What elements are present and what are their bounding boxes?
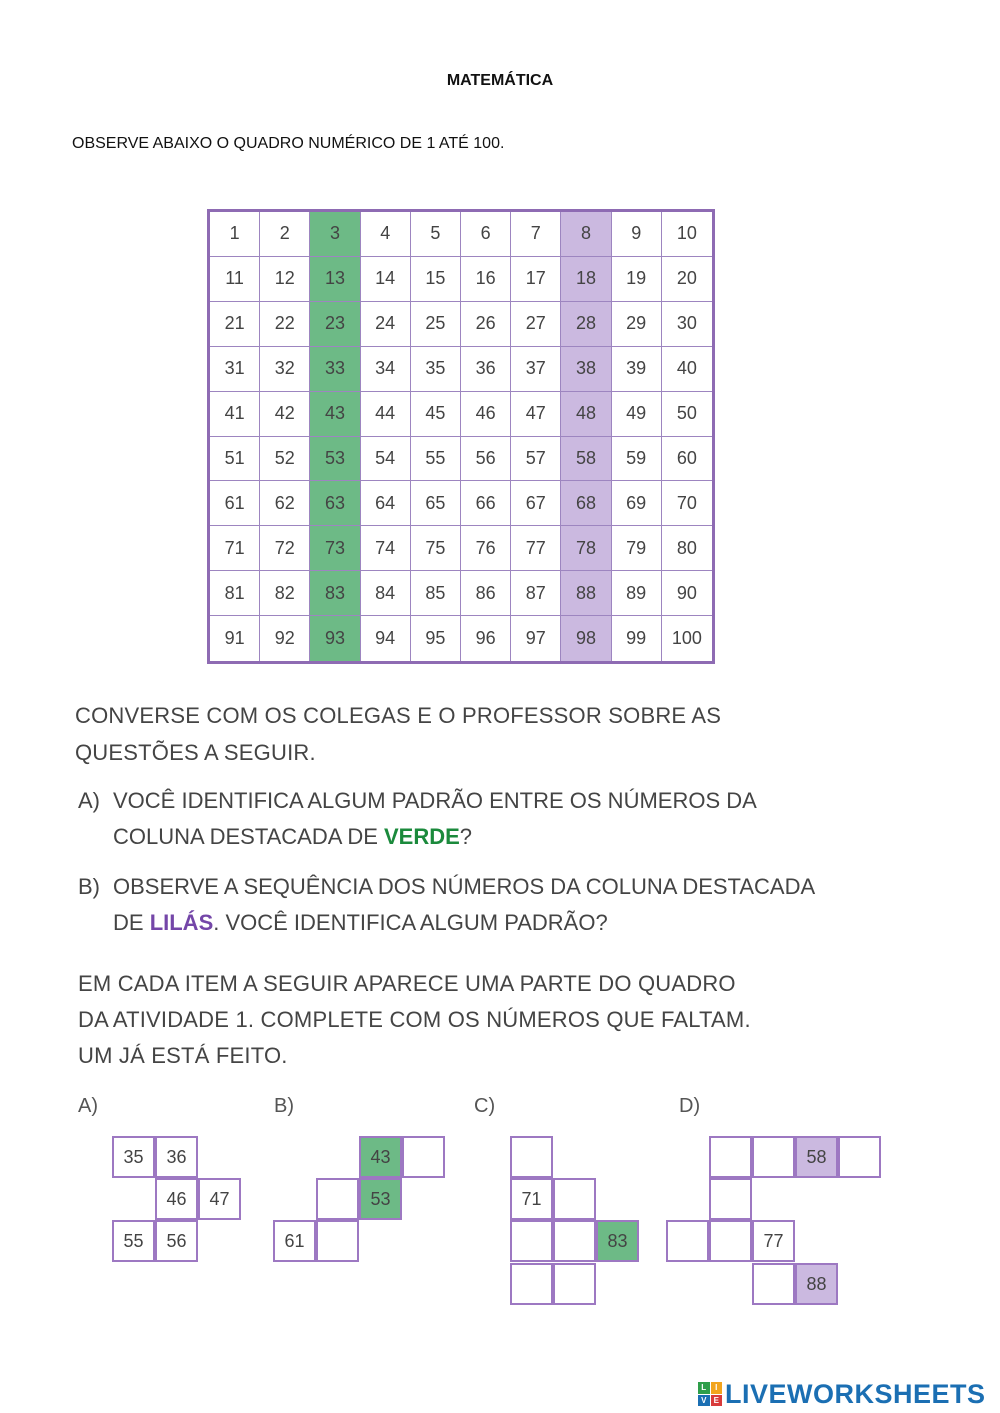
grid-cell: 88 <box>561 571 611 616</box>
grid-cell: 44 <box>361 392 411 437</box>
grid-cell: 95 <box>411 616 461 661</box>
liveworksheets-icon <box>698 1382 722 1406</box>
grid-cell: 22 <box>260 302 310 347</box>
puzzle-b-blank-cell[interactable] <box>316 1220 359 1262</box>
grid-cell: 89 <box>612 571 662 616</box>
liveworksheets-brand: LIVEWORKSHEETS <box>725 1378 986 1409</box>
puzzle-c-blank-cell[interactable] <box>510 1136 553 1178</box>
puzzle-d-blank-cell[interactable] <box>752 1136 795 1178</box>
puzzle-b-blank-cell[interactable] <box>316 1178 359 1220</box>
grid-cell: 31 <box>210 347 260 392</box>
grid-cell: 10 <box>662 212 712 257</box>
grid-cell: 97 <box>511 616 561 661</box>
grid-cell: 38 <box>561 347 611 392</box>
liveworksheets-logo <box>698 1377 986 1411</box>
grid-cell: 50 <box>662 392 712 437</box>
grid-cell: 39 <box>612 347 662 392</box>
exercise-instructions <box>78 966 751 1074</box>
grid-cell: 36 <box>461 347 511 392</box>
grid-cell: 37 <box>511 347 561 392</box>
puzzle-c-blank-cell[interactable] <box>510 1263 553 1305</box>
puzzle-a-label: A) <box>78 1095 98 1117</box>
grid-cell: 52 <box>260 437 310 482</box>
grid-cell: 28 <box>561 302 611 347</box>
puzzle-a-cell: 35 <box>112 1136 155 1178</box>
puzzle-c-blank-cell[interactable] <box>553 1220 596 1262</box>
grid-cell: 46 <box>461 392 511 437</box>
puzzle-d-cell: 88 <box>795 1263 838 1305</box>
grid-cell: 99 <box>612 616 662 661</box>
grid-cell: 7 <box>511 212 561 257</box>
logo-letter: E <box>711 1395 723 1407</box>
grid-cell: 48 <box>561 392 611 437</box>
grid-cell: 83 <box>310 571 360 616</box>
discussion-line-1: CONVERSE COM OS COLEGAS E O PROFESSOR SOBRE AS <box>75 703 722 728</box>
puzzle-c-cell: 71 <box>510 1178 553 1220</box>
question-b-line-1: OBSERVE A SEQUÊNCIA DOS NÚMEROS DA COLUNA DESTACADA <box>113 874 816 899</box>
grid-cell: 91 <box>210 616 260 661</box>
grid-cell: 84 <box>361 571 411 616</box>
grid-cell: 23 <box>310 302 360 347</box>
exercise-line-2: DA ATIVIDADE 1. COMPLETE COM OS NÚMEROS QUE FALTAM. <box>78 1007 751 1032</box>
grid-cell: 82 <box>260 571 310 616</box>
grid-cell: 17 <box>511 257 561 302</box>
puzzle-a-cell: 55 <box>112 1220 155 1262</box>
grid-cell: 41 <box>210 392 260 437</box>
grid-cell: 6 <box>461 212 511 257</box>
question-b-line-2-end: . VOCÊ IDENTIFICA ALGUM PADRÃO? <box>213 910 608 935</box>
puzzle-d-cell: 77 <box>752 1220 795 1262</box>
puzzle-c-label: C) <box>474 1095 496 1117</box>
grid-cell: 57 <box>511 437 561 482</box>
number-grid <box>207 209 715 664</box>
grid-cell: 54 <box>361 437 411 482</box>
question-a-line-2: COLUNA DESTACADA DE <box>113 824 384 849</box>
logo-letter: I <box>711 1382 723 1394</box>
puzzle-b-cell: 53 <box>359 1178 402 1220</box>
intro-text: OBSERVE ABAIXO O QUADRO NUMÉRICO DE 1 ATÉ 100. <box>72 135 505 152</box>
puzzle-b-cell: 61 <box>273 1220 316 1262</box>
grid-cell: 90 <box>662 571 712 616</box>
grid-cell: 85 <box>411 571 461 616</box>
grid-cell: 1 <box>210 212 260 257</box>
grid-cell: 26 <box>461 302 511 347</box>
puzzle-c-blank-cell[interactable] <box>510 1220 553 1262</box>
grid-cell: 15 <box>411 257 461 302</box>
grid-cell: 96 <box>461 616 511 661</box>
question-b-line-2: DE <box>113 910 150 935</box>
grid-cell: 24 <box>361 302 411 347</box>
page-title: MATEMÁTICA <box>446 72 554 89</box>
grid-cell: 14 <box>361 257 411 302</box>
question-a-line-2-end: ? <box>459 824 473 849</box>
grid-cell: 93 <box>310 616 360 661</box>
grid-cell: 27 <box>511 302 561 347</box>
grid-cell: 68 <box>561 481 611 526</box>
puzzle-d-blank-cell[interactable] <box>709 1136 752 1178</box>
grid-cell: 19 <box>612 257 662 302</box>
grid-cell: 2 <box>260 212 310 257</box>
grid-cell: 42 <box>260 392 310 437</box>
grid-cell: 12 <box>260 257 310 302</box>
puzzle-d-blank-cell[interactable] <box>709 1178 752 1220</box>
grid-cell: 3 <box>310 212 360 257</box>
question-b <box>78 869 815 941</box>
grid-cell: 77 <box>511 526 561 571</box>
logo-letter: L <box>698 1382 710 1394</box>
grid-cell: 5 <box>411 212 461 257</box>
puzzle-d-label: D) <box>679 1095 701 1117</box>
puzzle-d-blank-cell[interactable] <box>752 1263 795 1305</box>
grid-cell: 63 <box>310 481 360 526</box>
grid-cell: 4 <box>361 212 411 257</box>
question-a-label: A) <box>78 788 100 813</box>
grid-cell: 30 <box>662 302 712 347</box>
grid-cell: 60 <box>662 437 712 482</box>
question-a <box>78 783 757 855</box>
puzzle-a-cell: 56 <box>155 1220 198 1262</box>
puzzle-d-blank-cell[interactable] <box>666 1220 709 1262</box>
grid-cell: 86 <box>461 571 511 616</box>
grid-cell: 18 <box>561 257 611 302</box>
grid-cell: 55 <box>411 437 461 482</box>
grid-cell: 76 <box>461 526 511 571</box>
exercise-line-1: EM CADA ITEM A SEGUIR APARECE UMA PARTE DO QUADRO <box>78 971 736 996</box>
grid-cell: 32 <box>260 347 310 392</box>
grid-cell: 61 <box>210 481 260 526</box>
grid-cell: 67 <box>511 481 561 526</box>
grid-cell: 11 <box>210 257 260 302</box>
question-a-line-1: VOCÊ IDENTIFICA ALGUM PADRÃO ENTRE OS NÚMEROS DA <box>113 788 757 813</box>
grid-cell: 62 <box>260 481 310 526</box>
grid-cell: 64 <box>361 481 411 526</box>
grid-cell: 56 <box>461 437 511 482</box>
logo-letter: V <box>698 1395 710 1407</box>
grid-cell: 35 <box>411 347 461 392</box>
grid-cell: 40 <box>662 347 712 392</box>
grid-cell: 71 <box>210 526 260 571</box>
grid-cell: 74 <box>361 526 411 571</box>
grid-cell: 21 <box>210 302 260 347</box>
grid-cell: 49 <box>612 392 662 437</box>
grid-cell: 70 <box>662 481 712 526</box>
grid-cell: 69 <box>612 481 662 526</box>
grid-cell: 73 <box>310 526 360 571</box>
puzzle-a-cell: 36 <box>155 1136 198 1178</box>
grid-cell: 81 <box>210 571 260 616</box>
grid-cell: 45 <box>411 392 461 437</box>
puzzle-d-cell: 58 <box>795 1136 838 1178</box>
grid-cell: 94 <box>361 616 411 661</box>
grid-cell: 8 <box>561 212 611 257</box>
grid-cell: 80 <box>662 526 712 571</box>
grid-cell: 53 <box>310 437 360 482</box>
grid-cell: 51 <box>210 437 260 482</box>
highlight-lilas: LILÁS <box>149 910 214 935</box>
grid-cell: 59 <box>612 437 662 482</box>
grid-cell: 33 <box>310 347 360 392</box>
grid-cell: 34 <box>361 347 411 392</box>
puzzle-c-cell: 83 <box>596 1220 639 1262</box>
puzzle-a-cell: 47 <box>198 1178 241 1220</box>
puzzle-b-blank-cell[interactable] <box>402 1136 445 1178</box>
discussion-intro <box>75 697 721 771</box>
grid-cell: 20 <box>662 257 712 302</box>
grid-cell: 98 <box>561 616 611 661</box>
puzzle-d-blank-cell[interactable] <box>838 1136 881 1178</box>
grid-cell: 25 <box>411 302 461 347</box>
grid-cell: 100 <box>671 628 702 649</box>
discussion-line-2: QUESTÕES A SEGUIR. <box>75 740 316 765</box>
puzzle-c-blank-cell[interactable] <box>553 1263 596 1305</box>
grid-cell: 9 <box>612 212 662 257</box>
grid-cell: 87 <box>511 571 561 616</box>
puzzle-a-cell: 46 <box>155 1178 198 1220</box>
grid-cell: 13 <box>310 257 360 302</box>
puzzle-d-blank-cell[interactable] <box>709 1220 752 1262</box>
grid-cell: 92 <box>260 616 310 661</box>
puzzle-c-blank-cell[interactable] <box>553 1178 596 1220</box>
grid-cell: 16 <box>461 257 511 302</box>
grid-cell: 65 <box>411 481 461 526</box>
grid-cell: 79 <box>612 526 662 571</box>
highlight-verde: VERDE <box>384 824 460 849</box>
grid-cell: 58 <box>561 437 611 482</box>
grid-cell: 47 <box>511 392 561 437</box>
grid-cell: 29 <box>612 302 662 347</box>
puzzle-b-cell: 43 <box>359 1136 402 1178</box>
grid-cell: 78 <box>561 526 611 571</box>
grid-cell: 66 <box>461 481 511 526</box>
exercise-line-3: UM JÁ ESTÁ FEITO. <box>78 1043 288 1068</box>
puzzle-b-label: B) <box>274 1095 294 1117</box>
question-b-label: B) <box>78 874 100 899</box>
grid-cell: 43 <box>310 392 360 437</box>
grid-cell: 72 <box>260 526 310 571</box>
grid-cell: 75 <box>411 526 461 571</box>
